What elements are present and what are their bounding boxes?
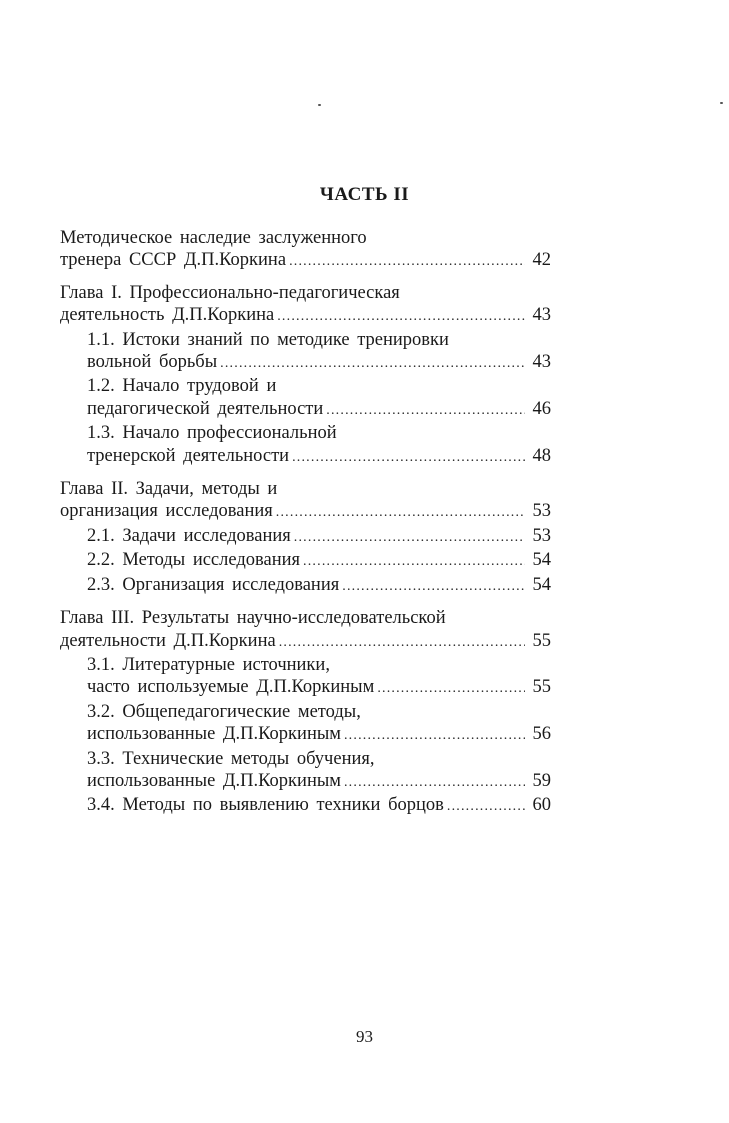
toc-entry-line: 1.1. Истоки знаний по методике тренировки <box>87 329 449 350</box>
page-ref: 56 <box>532 724 551 745</box>
toc-entry-line: 3.1. Литературные источники, <box>87 654 330 675</box>
toc-entry-line: 2.3. Организация исследования <box>87 574 340 595</box>
toc-entry-line: 1.3. Начало профессиональной <box>87 423 337 444</box>
toc-entry-line: Глава I. Профессионально-педагогическая <box>60 282 400 303</box>
page-ref: 42 <box>532 250 551 271</box>
toc-entry-2-2[interactable] <box>87 549 551 573</box>
toc-entry-line: педагогической деятельности <box>87 398 324 419</box>
page-ref: 60 <box>532 795 551 816</box>
toc-entry-line: 2.1. Задачи исследования <box>87 525 291 546</box>
page-ref: 55 <box>532 630 551 651</box>
toc-entry-line: 3.4. Методы по выявлению техники борцов <box>87 795 444 816</box>
dot-leader <box>292 447 525 469</box>
page-ref: 59 <box>532 770 551 791</box>
toc-entry-line: 3.2. Общепедагогические методы, <box>87 701 361 722</box>
toc-entry-line: тренера СССР Д.П.Коркина <box>60 250 287 271</box>
toc-entry-line: часто используемые Д.П.Коркиным <box>87 677 375 698</box>
toc-entry-line: организация исследования <box>60 501 273 522</box>
toc-entry-line: использованные Д.П.Коркиным <box>87 724 341 745</box>
chapter-1-group <box>60 282 551 469</box>
page-ref: 54 <box>532 550 551 571</box>
chapter-3-group <box>60 607 551 819</box>
toc-entry-2-1[interactable] <box>87 525 551 549</box>
page-ref: 43 <box>532 305 551 326</box>
toc-entry-line: 1.2. Начало трудовой и <box>87 376 277 397</box>
toc-entry-chapter-2[interactable] <box>60 478 551 525</box>
dot-leader <box>326 400 525 422</box>
toc-entry-line: тренерской деятельности <box>87 445 290 466</box>
toc-entry-line: деятельности Д.П.Коркина <box>60 630 276 651</box>
page-number: 93 <box>356 1027 373 1046</box>
table-of-contents <box>60 227 551 828</box>
page-ref: 53 <box>532 525 551 546</box>
toc-entry-3-2[interactable] <box>87 701 551 748</box>
toc-entry-line: Глава II. Задачи, методы и <box>60 479 278 500</box>
toc-entry-line: Глава III. Результаты научно-исследовательской <box>60 608 446 629</box>
page-ref: 46 <box>532 398 551 419</box>
dot-leader <box>447 796 525 818</box>
toc-entry-3-3[interactable] <box>87 748 551 795</box>
page-ref: 48 <box>532 445 551 466</box>
scan-speck <box>318 104 321 106</box>
dot-leader <box>303 551 525 573</box>
dot-leader <box>277 306 525 328</box>
part-heading: ЧАСТЬ II <box>319 184 410 205</box>
chapter-2-group <box>60 478 551 598</box>
toc-entry-2-3[interactable] <box>87 574 551 598</box>
toc-entry-line: 2.2. Методы исследования <box>87 550 301 571</box>
toc-entry-chapter-3[interactable] <box>60 607 551 654</box>
dot-leader <box>294 527 525 549</box>
page-ref: 53 <box>532 501 551 522</box>
toc-entry-1-3[interactable] <box>87 422 551 469</box>
toc-entry-line: использованные Д.П.Коркиным <box>87 770 341 791</box>
toc-entry-line: деятельность Д.П.Коркина <box>60 305 275 326</box>
dot-leader <box>342 576 525 598</box>
toc-entry-1-2[interactable] <box>87 375 551 422</box>
page-ref: 54 <box>532 574 551 595</box>
dot-leader <box>276 502 525 524</box>
toc-entry-3-4[interactable] <box>87 794 551 818</box>
page-ref: 55 <box>532 677 551 698</box>
dot-leader <box>377 678 525 700</box>
toc-entry-line: 3.3. Технические методы обучения, <box>87 748 375 769</box>
toc-entry-chapter-1[interactable] <box>60 282 551 329</box>
toc-entry-line: вольной борьбы <box>87 352 218 373</box>
dot-leader <box>344 772 525 794</box>
toc-entry-intro[interactable] <box>60 227 551 274</box>
dot-leader <box>279 632 525 654</box>
dot-leader <box>289 251 525 273</box>
dot-leader <box>344 725 525 747</box>
toc-entry-line: Методическое наследие заслуженного <box>60 228 367 248</box>
page-ref: 43 <box>532 352 551 373</box>
dot-leader <box>220 353 525 375</box>
toc-entry-1-1[interactable] <box>87 329 551 376</box>
scan-speck <box>720 102 723 104</box>
toc-entry-3-1[interactable] <box>87 654 551 701</box>
